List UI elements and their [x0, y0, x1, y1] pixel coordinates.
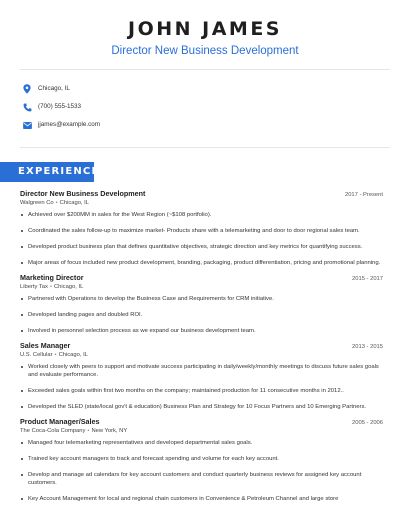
list-item: Worked closely with peers to support and motivate success participating in daily/weekly/monthly meetings to discuss future sales goals and evaluate performance.	[20, 363, 383, 379]
list-item: Involved in personnel selection process as we expand our business development team.	[20, 327, 383, 335]
job-location: Chicago, IL	[53, 284, 84, 290]
job-company-line: The Coca-Cola Company • New York, NY	[20, 428, 128, 434]
job-dates: 2005 - 2006	[352, 420, 383, 426]
contact-location	[22, 80, 100, 98]
job-bullets	[20, 211, 383, 267]
list-item: Key Account Management for local and regional chain customers in Convenience & Petroleum Channel and large store	[20, 495, 383, 503]
job-company: The Coca-Cola Company	[20, 428, 86, 434]
resume-header	[0, 0, 410, 58]
job-role: Marketing Director	[20, 273, 84, 282]
envelope-icon	[22, 120, 32, 130]
job-company-line: U.S. Cellular • Chicago, IL	[20, 352, 88, 358]
job-bullets	[20, 295, 383, 335]
map-pin-icon	[22, 84, 32, 94]
list-item: Coordinated the sales follow-up to maximize market- Products share with a telemarketing and door to door regional sales team.	[20, 227, 383, 235]
contact-divider	[20, 147, 390, 148]
experience-section-heading: EXPERIENCE	[0, 162, 94, 182]
job-entry	[20, 273, 383, 335]
email-text: jjames@example.com	[38, 121, 101, 128]
list-item: Developed landing pages and doubled ROI.	[20, 311, 383, 319]
location-text: Chicago, IL	[38, 85, 70, 92]
list-item: Developed the SLED (state/local gov't & education) Business Plan and Strategy for 10 Focus Partners and 10 Emerging Partners.	[20, 403, 383, 411]
job-company-line: Walgreen Co • Chicago, IL	[20, 200, 89, 206]
list-item: Major areas of focus included new product development, branding, packaging, product differentiation, pricing and promotional planning.	[20, 259, 383, 267]
header-divider	[20, 69, 390, 70]
list-item: Trained key account managers to track and forecast spending and volume for each key account.	[20, 455, 383, 463]
job-company-line: Liberty Tax • Chicago, IL	[20, 284, 84, 290]
contact-phone	[22, 98, 100, 116]
phone-text: (700) 555-1533	[38, 103, 82, 110]
job-bullets	[20, 363, 383, 411]
job-role: Product Manager/Sales	[20, 417, 100, 426]
list-item: Develop and manage ad calendars for key account customers and conduct quarterly business reviews for assigned key account customers.	[20, 471, 383, 487]
list-item: Developed product business plan that defines quantitative objectives, strategic direction and key metrics for quantifying success.	[20, 243, 383, 251]
job-bullets	[20, 439, 383, 503]
job-company: U.S. Cellular	[20, 352, 53, 358]
list-item: Managed four telemarketing representatives and developed departmental sales goals.	[20, 439, 383, 447]
contact-email	[22, 116, 100, 134]
list-item: Achieved over $200MM in sales for the West Region (~$108 portfolio).	[20, 211, 383, 219]
list-item: Partnered with Operations to develop the Business Case and Requirements for CRM initiative.	[20, 295, 383, 303]
job-entry	[20, 341, 383, 411]
experience-list	[20, 189, 383, 503]
job-role: Director New Business Development	[20, 189, 146, 198]
job-entry	[20, 417, 383, 503]
job-location: Chicago, IL	[58, 352, 88, 358]
job-entry	[20, 189, 383, 267]
job-dates: 2013 - 2015	[352, 344, 383, 350]
candidate-title: Director New Business Development	[111, 45, 299, 57]
job-dates: 2015 - 2017	[352, 276, 383, 282]
phone-icon	[22, 102, 32, 112]
contact-block	[22, 80, 100, 134]
list-item: Exceeded sales goals within first two months on the company; maintained production for 11 consecutive months in 2012..	[20, 387, 383, 395]
candidate-name: JOHN JAMES	[128, 18, 282, 40]
job-company: Liberty Tax	[20, 284, 48, 290]
job-dates: 2017 - Present	[344, 192, 383, 198]
job-company: Walgreen Co	[20, 200, 54, 206]
job-location: New York, NY	[91, 428, 128, 434]
job-role: Sales Manager	[20, 341, 71, 350]
job-location: Chicago, IL	[59, 200, 89, 206]
